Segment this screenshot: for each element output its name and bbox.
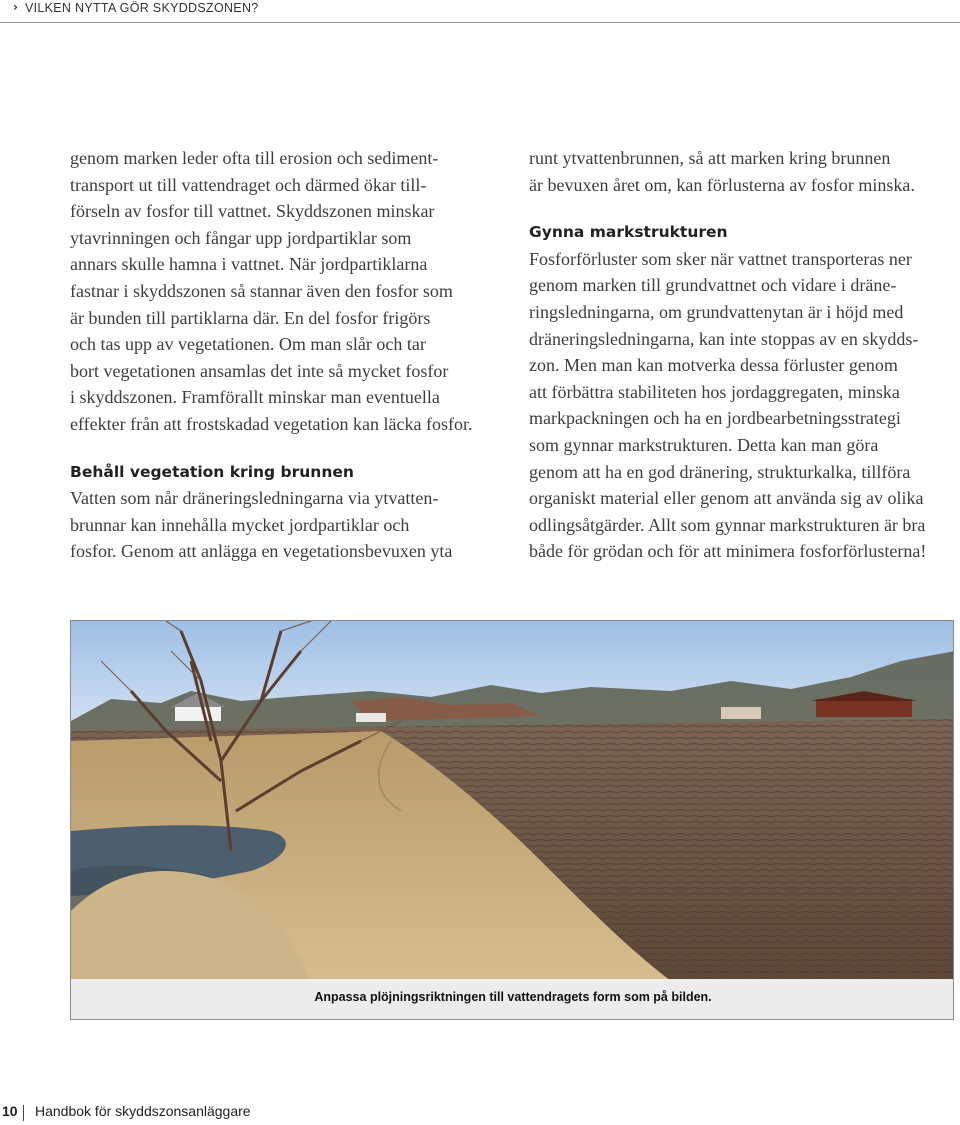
text-line: fastnar i skyddszonen så stannar även den fosfor som xyxy=(70,280,453,301)
left-paragraph-2 xyxy=(70,485,505,565)
white-house-icon xyxy=(175,705,221,721)
text-line: odlingsåtgärder. Allt som gynnar markstrukturen är bra xyxy=(529,514,926,535)
left-column xyxy=(70,145,505,565)
photo-caption: Anpassa plöjningsriktningen till vattendragets form som på bilden. xyxy=(314,990,712,1004)
text-line: genom marken till grundvattnet och vidare i dräne- xyxy=(529,275,897,296)
text-line: är bevuxen året om, kan förlusterna av fosfor minska. xyxy=(529,174,915,195)
photo-caption-band xyxy=(71,979,954,1020)
book-title: Handbok för skyddszonsanläggare xyxy=(35,1103,251,1119)
text-line: är bunden till partiklarna där. En del fosfor frigörs xyxy=(70,307,431,328)
text-line: ytavrinningen och fångar upp jordpartiklar som xyxy=(70,227,412,248)
text-line: annars skulle hamna i vattnet. När jordpartiklarna xyxy=(70,254,428,275)
text-line: i skyddszonen. Framförallt minskar man eventuella xyxy=(70,387,440,408)
text-line: runt ytvattenbrunnen, så att marken kring brunnen xyxy=(529,148,891,168)
footer-divider xyxy=(23,1105,24,1121)
text-line: markpackningen och ha en jordbearbetningsstrategi xyxy=(529,408,901,429)
text-line: förseln av fosfor till vattnet. Skyddszonen minskar xyxy=(70,201,435,222)
page-number: 10 xyxy=(2,1103,18,1119)
field-photo xyxy=(70,620,954,1020)
left-paragraph-1 xyxy=(70,145,505,438)
text-line: att förbättra stabiliteten hos jordaggregaten, minska xyxy=(529,381,900,402)
right-paragraph-1 xyxy=(529,145,960,198)
right-paragraph-2 xyxy=(529,246,960,565)
red-farmhouse-icon xyxy=(816,699,912,717)
text-line: och tas upp av vegetationen. Om man slår och tar xyxy=(70,334,426,355)
right-column xyxy=(529,145,960,565)
text-line: zon. Men man kan motverka dessa förluster genom xyxy=(529,355,898,376)
text-line: både för grödan och för att minimera fosforförlusterna! xyxy=(529,541,927,562)
landscape-illustration xyxy=(71,621,954,981)
text-line: genom att ha en god dränering, strukturkalka, tillföra xyxy=(529,461,911,482)
text-line: dräneringsledningarna, kan inte stoppas av en skydds- xyxy=(529,328,919,349)
text-line: fosfor. Genom att anlägga en vegetationsbevuxen yta xyxy=(70,541,453,562)
text-line: organiskt material eller genom att använda sig av olika xyxy=(529,488,924,509)
text-line: Fosforförluster som sker när vattnet transporteras ner xyxy=(529,248,912,269)
subheading-markstruktur: Gynna markstrukturen xyxy=(529,223,728,242)
chevron-right-icon: › xyxy=(13,0,18,14)
farm-building-icon xyxy=(721,707,761,719)
text-line: bort vegetationen ansamlas det inte så mycket fosfor xyxy=(70,360,449,381)
text-line: effekter från att frostskadad vegetation kan läcka fosfor. xyxy=(70,413,473,434)
text-line: ringsledningarna, om grundvattenytan är i höjd med xyxy=(529,301,904,322)
section-title: VILKEN NYTTA GÖR SKYDDSZONEN? xyxy=(25,1,259,15)
subheading-vegetation: Behåll vegetation kring brunnen xyxy=(70,462,354,481)
text-line: brunnar kan innehålla mycket jordpartiklar och xyxy=(70,514,410,535)
text-line: som gynnar markstrukturen. Detta kan man göra xyxy=(529,434,879,455)
barn-icon xyxy=(356,713,386,722)
text-line: genom marken leder ofta till erosion och sediment- xyxy=(70,148,439,168)
running-header xyxy=(0,0,960,23)
text-line: transport ut till vattendraget och därmed ökar till- xyxy=(70,174,427,195)
text-line: Vatten som når dräneringsledningarna via ytvatten- xyxy=(70,488,439,509)
